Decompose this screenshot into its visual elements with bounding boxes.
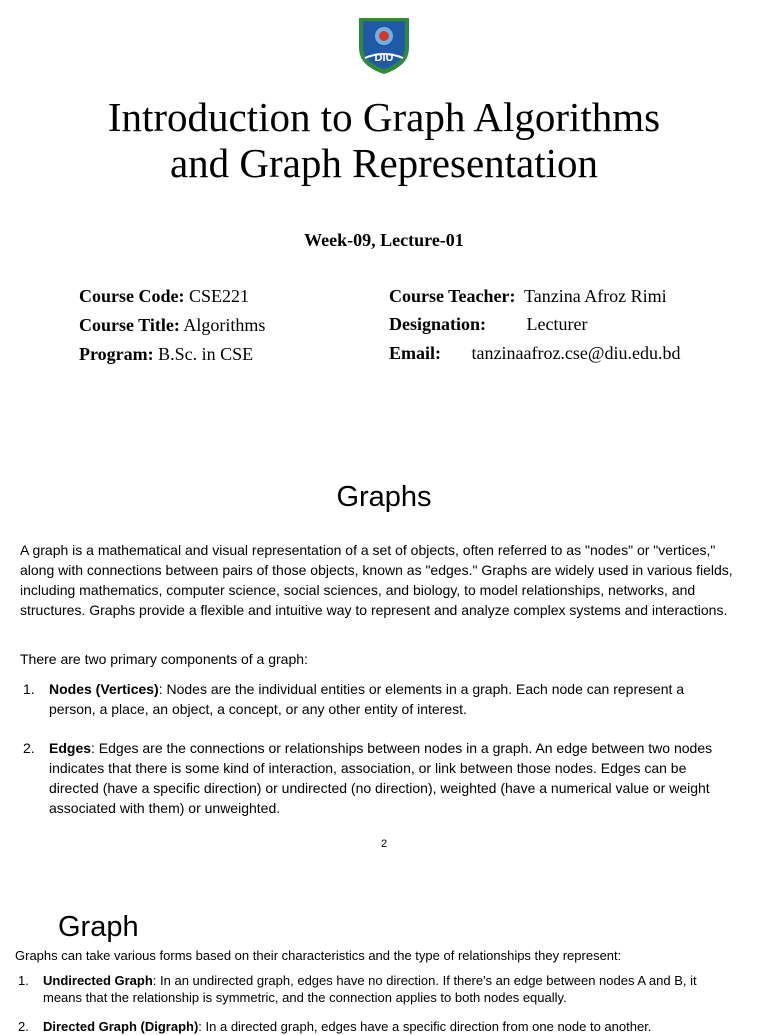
term-description: : Edges are the connections or relationships between nodes in a graph. An edge between two nodes indicates that there is some kind of interaction, association, or link between those nodes. Edges can be directed (have a specific direction) or undirected (no direction), weighted (have a numerical value or weight associated with them) or unweighted.: [49, 740, 713, 816]
course-title-value: Algorithms: [183, 315, 266, 335]
term-undirected-graph: Undirected Graph: [43, 973, 153, 988]
title-line-1: Introduction to Graph Algorithms: [107, 94, 661, 140]
list-number: 2.: [23, 740, 35, 756]
term-description: : Nodes are the individual entities or elements in a graph. Each node can represent a person, a place, an object, a concept, or any other entity of interest.: [49, 681, 685, 717]
page-title: [0, 94, 768, 186]
term-description: : In an undirected graph, edges have no direction. If there's an edge between nodes A and B, it means that the relationship is symmetric, and the connection applies to both nodes equally.: [43, 973, 697, 1005]
list-number: 2.: [18, 1019, 29, 1034]
list-item: [15, 972, 715, 1006]
program-value: B.Sc. in CSE: [158, 344, 254, 364]
course-title-row: [79, 315, 265, 336]
teacher-label: Course Teacher:: [389, 286, 516, 306]
page-number: 2: [380, 838, 388, 850]
term-directed-graph: Directed Graph (Digraph): [43, 1019, 199, 1034]
designation-label: Designation:: [389, 314, 487, 334]
graph-intro-paragraph: Graphs can take various forms based on their characteristics and the type of relationships they represent:: [15, 948, 622, 963]
term-nodes: Nodes (Vertices): [49, 681, 159, 697]
list-number: 1.: [23, 681, 35, 697]
email-row: [389, 343, 681, 364]
title-line-2: and Graph Representation: [169, 140, 599, 186]
course-code-label: Course Code:: [79, 286, 185, 306]
components-intro: There are two primary components of a graph:: [20, 651, 308, 667]
diu-logo: [355, 14, 413, 76]
teacher-value: Tanzina Afroz Rimi: [523, 286, 667, 306]
course-code-value: CSE221: [189, 286, 250, 306]
list-item: [15, 1018, 735, 1035]
course-code-row: [79, 286, 249, 307]
designation-value: Lecturer: [526, 314, 588, 334]
graphs-intro-paragraph: A graph is a mathematical and visual representation of a set of objects, often referred to as "nodes" or "vertices," along with connections between pairs of those objects, known as "edges." Graphs are widely used in various fields, including mathematics, computer science, social sciences, and biology, to model relationships, networks, and structures. Graphs provide a flexible and intuitive way to represent and analyze complex systems and interactions.: [20, 542, 733, 618]
week-lecture: Week-09, Lecture-01: [304, 230, 464, 250]
email-value[interactable]: tanzinaafroz.cse@diu.edu.bd: [471, 343, 681, 363]
program-row: [79, 344, 253, 365]
list-item: [20, 679, 732, 719]
course-title-label: Course Title:: [79, 315, 180, 335]
graphs-heading: Graphs: [336, 481, 432, 513]
term-description: : In a directed graph, edges have a specific direction from one node to another.: [198, 1019, 652, 1034]
program-label: Program:: [79, 344, 154, 364]
logo-text: DIU: [374, 52, 394, 64]
list-number: 1.: [18, 973, 29, 988]
teacher-row: [389, 286, 667, 307]
list-item: [20, 738, 732, 818]
graph-heading: Graph: [58, 911, 139, 943]
term-edges: Edges: [49, 740, 92, 756]
email-label: Email:: [389, 343, 441, 363]
designation-row: [389, 314, 587, 335]
